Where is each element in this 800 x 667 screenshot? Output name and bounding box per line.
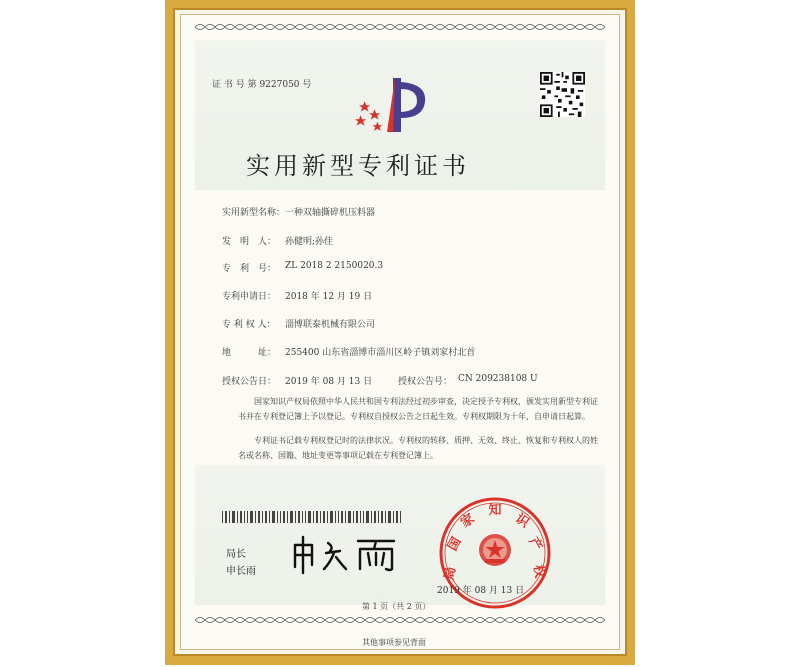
svg-text:国: 国 bbox=[445, 534, 465, 554]
footer-note: 其他事项参见背面 bbox=[362, 638, 426, 647]
director-signature bbox=[290, 535, 405, 575]
field-patent-number-label: 专 利 号： bbox=[222, 264, 277, 274]
certificate-title: 实用新型专利证书 bbox=[246, 152, 470, 180]
grant-number-label: 授权公告号： bbox=[398, 377, 453, 387]
field-patent-number-value: ZL 2018 2 2150020.3 bbox=[285, 261, 384, 271]
field-utility-name-label: 实用新型名称： bbox=[222, 208, 286, 218]
svg-text:识: 识 bbox=[512, 511, 532, 532]
bottom-ornament-border bbox=[195, 615, 605, 625]
field-application-date-label: 专利申请日： bbox=[222, 292, 277, 302]
field-utility-name-value: 一种双轴撕碎机压料器 bbox=[285, 208, 376, 218]
field-inventor-value: 孙健明;孙佳 bbox=[285, 237, 334, 247]
field-inventor-label: 发 明 人： bbox=[222, 237, 277, 247]
qr-code-icon bbox=[540, 72, 585, 117]
signer-name: 申长雨 bbox=[226, 566, 256, 577]
patent-office-logo-icon bbox=[355, 70, 435, 140]
barcode-strip bbox=[222, 511, 402, 523]
seal-date: 2019 年 08 月 13 日 bbox=[437, 586, 525, 596]
svg-text:家: 家 bbox=[458, 511, 478, 532]
page-indicator: 第 1 页（共 2 页） bbox=[362, 602, 431, 611]
svg-text:知: 知 bbox=[488, 503, 502, 518]
field-patentee-label: 专 利 权 人： bbox=[222, 320, 276, 330]
grant-number-value: CN 209238108 U bbox=[458, 374, 538, 384]
field-application-date-value: 2018 年 12 月 19 日 bbox=[285, 292, 373, 302]
svg-text:产: 产 bbox=[525, 534, 545, 554]
top-ornament-border bbox=[195, 22, 605, 32]
legal-paragraph-1: 国家知识产权局依照中华人民共和国专利法经过初步审查，决定授予专利权，颁发实用新型专利证书并在专利登记簿上予以登记。专利权自授权公告之日起生效。专利权期限为十年，自申请日起算。 bbox=[238, 397, 598, 421]
certificate-number: 证 书 号 第 9227050 号 bbox=[212, 80, 312, 90]
grant-date-value: 2019 年 08 月 13 日 bbox=[285, 377, 373, 387]
svg-text:权: 权 bbox=[529, 563, 547, 580]
signer-title: 局长 bbox=[226, 549, 246, 560]
grant-date-label: 授权公告日： bbox=[222, 377, 277, 387]
field-address-value: 255400 山东省淄博市淄川区岭子镇刘家村北首 bbox=[285, 348, 476, 358]
field-patentee-value: 淄博联泰机械有限公司 bbox=[285, 320, 376, 330]
field-address-label: 地 址： bbox=[222, 348, 277, 358]
legal-paragraph-2: 专利证书记载专利权登记时的法律状况。专利权的转移、质押、无效、终止、恢复和专利权人的姓名或名称、国籍、地址变更等事项记载在专利登记簿上。 bbox=[238, 436, 598, 460]
national-emblem-icon bbox=[479, 534, 511, 566]
svg-text:局: 局 bbox=[442, 565, 460, 582]
